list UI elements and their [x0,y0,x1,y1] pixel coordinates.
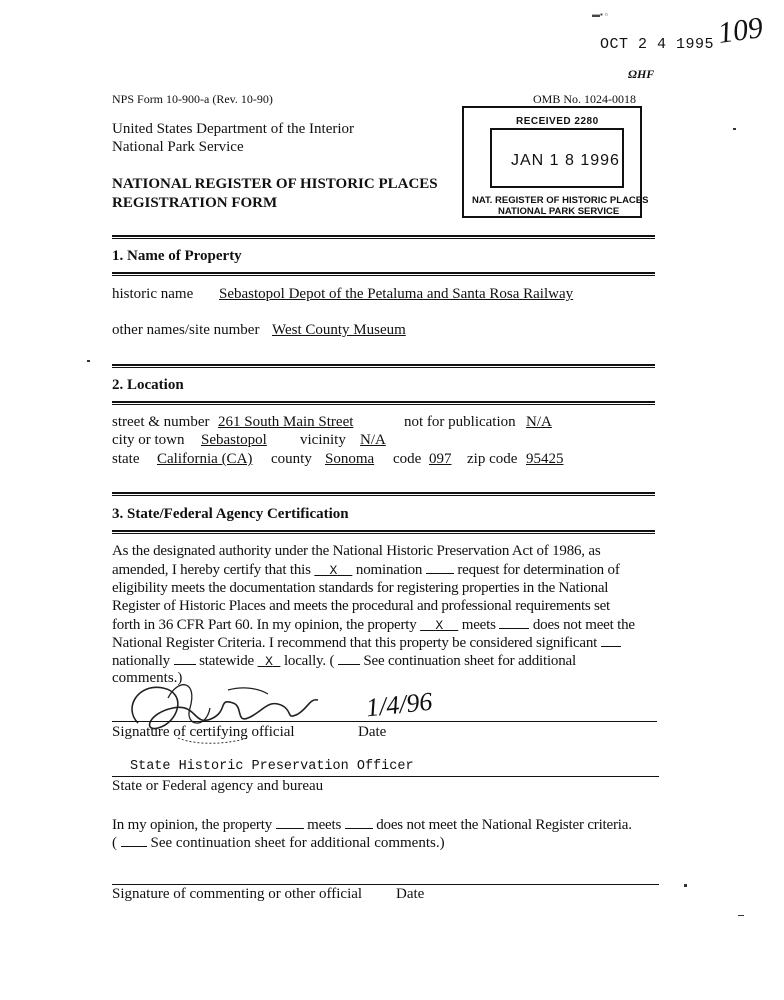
opinion-text-c: does not meet the National Register criteria. [376,817,632,833]
county-label: county [271,451,312,467]
received-stamp-label: RECEIVED 2280 [516,116,599,127]
zip-value: 95425 [526,451,564,467]
cert-line6 [112,634,621,652]
statewide-mark: X [265,654,273,669]
continuation-text: See continuation sheet for additional [363,653,576,669]
form-title-line2: REGISTRATION FORM [112,195,278,211]
scan-speck [87,360,90,362]
section2-top-rule [112,364,655,368]
cert-line6-text: National Register Criteria. I recommend that this property be considered significant [112,635,598,651]
opinion-text-b: meets [307,817,342,833]
continuation-open: ( [112,835,117,851]
request-blank [426,561,454,574]
cert-line5-text-a: forth in 36 CFR Part 60. In my opinion, the property [112,617,417,633]
meets-check [420,618,458,633]
department-name: United States Department of the Interior [112,121,355,137]
officer-title: State Historic Preservation Officer [130,759,414,774]
city-label: city or town [112,432,185,448]
zip-label: zip code [467,451,518,467]
smudge-mark: ▬▪ ▫ [592,10,608,19]
continuation2-text: See continuation sheet for additional comments.) [150,835,445,851]
scan-speck [733,128,736,130]
signature-line [112,721,657,722]
county-value: Sonoma [325,451,375,467]
section3-heading: 3. State/Federal Agency Certification [112,506,349,522]
service-name: National Park Service [112,139,244,155]
section1-heading: 1. Name of Property [112,248,242,264]
received-stamp-line1: NAT. REGISTER OF HISTORIC PLACES [472,195,649,206]
section3-bottom-rule [112,530,655,534]
statewide-label: statewide [199,653,254,669]
cert-line2-text-c: request for determination of [457,562,620,578]
vicinity-value: N/A [360,432,386,448]
section2-heading: 2. Location [112,377,184,393]
city-value: Sebastopol [201,432,267,448]
historic-name-label: historic name [112,286,194,302]
cert-line4: Register of Historic Places and meets the procedural and professional requirements set [112,598,610,614]
cert-line2 [112,561,620,579]
form-id: NPS Form 10-900-a (Rev. 10-90) [112,92,273,106]
cert-line2-text-b: nomination [355,562,423,578]
nomination-check [314,563,352,578]
nfp-value: N/A [526,414,552,430]
office-marking: ΩHF [628,67,655,81]
scan-speck [738,915,744,916]
scan-speck [684,884,687,887]
continuation-blank [338,652,360,665]
section2-bottom-rule [112,401,655,405]
cert-line5 [112,616,635,634]
code-label: code [393,451,422,467]
other-names-value: West County Museum [272,322,406,338]
agency-line [112,776,659,777]
agency-label: State or Federal agency and bureau [112,778,324,794]
form-title-line1: NATIONAL REGISTER OF HISTORIC PLACES [112,176,438,192]
opinion-meets-blank [276,816,304,829]
cert-line8: comments.) [112,670,183,686]
received-stamp-line2: NATIONAL PARK SERVICE [498,206,620,217]
significance-blank [601,634,621,647]
nfp-label: not for publication [404,414,516,430]
cert-line3: eligibility meets the documentation standards for registering properties in the National [112,580,609,596]
omb-number: OMB No. 1024-0018 [533,92,637,106]
nationally-blank [174,652,196,665]
received-date-stamp: OCT 2 4 1995 [600,36,715,53]
signature-label: Signature of certifying official [112,724,295,740]
handwritten-page-number: 109 [715,11,766,50]
opinion-text-a: In my opinion, the property [112,817,272,833]
opinion-line [112,816,632,834]
signature2-line [112,884,659,885]
signature-date-handwritten: 1/4/96 [364,686,434,723]
other-names-label: other names/site number [112,322,260,338]
street-label: street & number [112,414,210,430]
nationally-label: nationally [112,653,170,669]
historic-name-value: Sebastopol Depot of the Petaluma and Santa Rosa Railway [219,286,574,302]
section1-top-rule [112,235,655,239]
signature-date-label: Date [358,724,387,740]
code-value: 097 [429,451,452,467]
meets-mark: X [435,618,443,633]
continuation2-blank [121,834,147,847]
does-not-meet-blank [499,616,529,629]
locally-label: locally. ( [283,653,335,669]
street-value: 261 South Main Street [218,414,354,430]
signature2-date-label: Date [396,886,425,902]
cert-line2-text-a: amended, I hereby certify that this [112,562,311,578]
section1-bottom-rule [112,272,655,276]
vicinity-label: vicinity [300,432,346,448]
nomination-mark: X [329,563,338,578]
state-label: state [112,451,140,467]
cert-line5-text-b: meets [461,617,496,633]
statewide-check [258,654,281,669]
continuation-line [112,834,445,852]
cert-line5-text-c: does not meet the [532,617,635,633]
opinion-not-meets-blank [345,816,373,829]
section3-top-rule [112,492,655,496]
signature2-label: Signature of commenting or other official [112,886,363,902]
cert-line1: As the designated authority under the National Historic Preservation Act of 1986, as [112,543,601,559]
state-value: California (CA) [157,451,253,467]
received-stamp-date: JAN 1 8 1996 [511,152,620,169]
